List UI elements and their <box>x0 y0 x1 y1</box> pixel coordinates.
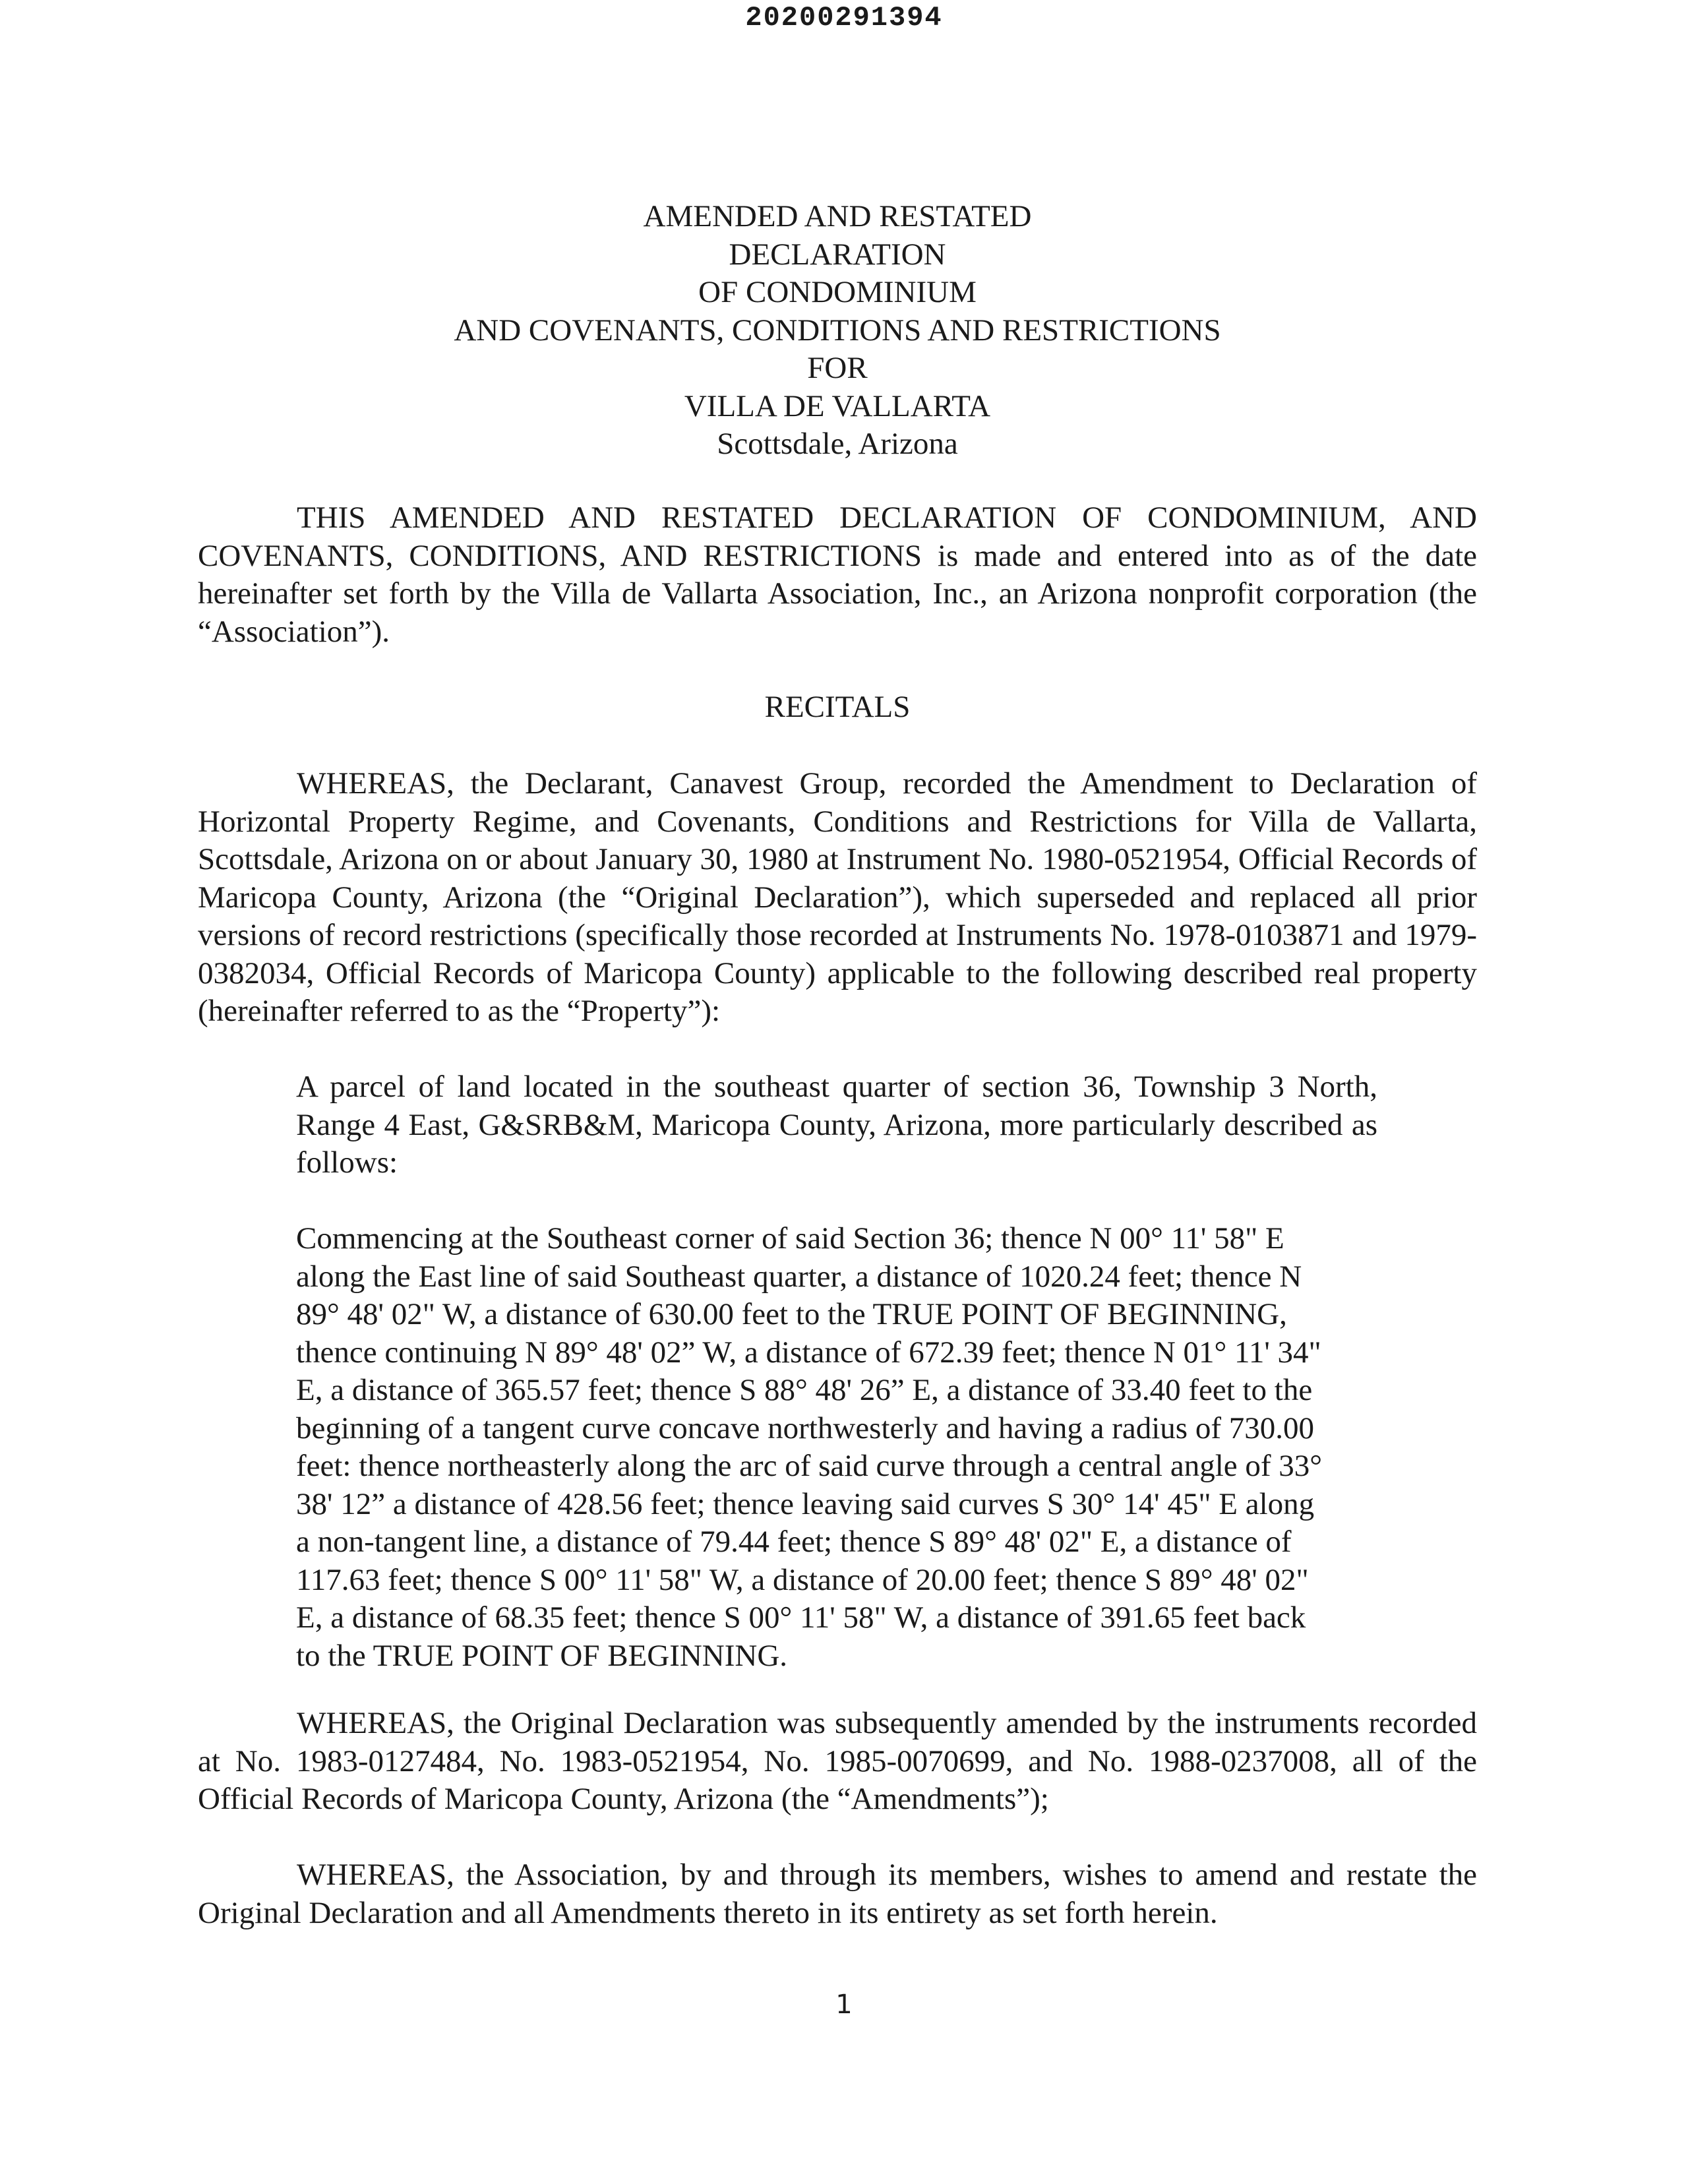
intro-paragraph: THIS AMENDED AND RESTATED DECLARATION OF CONDOMINIUM, AND COVENANTS, CONDITIONS, AND RESTRICTIONS is made and entered into as of the date hereinafter set forth by the Villa de Vallarta Association, Inc., an Arizona nonprofit corporation (the “Association”). <box>198 501 1477 649</box>
title-line: Scottsdale, Arizona <box>717 427 958 461</box>
legal-line: along the East line of said Southeast quarter, a distance of 1020.24 feet; thence N <box>296 1259 1302 1294</box>
legal-line: to the TRUE POINT OF BEGINNING. <box>296 1638 788 1673</box>
legal-line: 117.63 feet; thence S 00° 11' 58" W, a distance of 20.00 feet; thence S 89° 48' 02" <box>296 1562 1309 1597</box>
title-line: OF CONDOMINIUM <box>698 275 977 309</box>
legal-line: 89° 48' 02" W, a distance of 630.00 feet to the TRUE POINT OF BEGINNING, <box>296 1297 1287 1331</box>
metes-and-bounds <box>296 1220 1377 1675</box>
title-line: AMENDED AND RESTATED <box>643 199 1032 233</box>
legal-line: E, a distance of 365.57 feet; thence S 88° 48' 26” E, a distance of 33.40 feet to the <box>296 1373 1313 1407</box>
legal-line: E, a distance of 68.35 feet; thence S 00° 11' 58" W, a distance of 391.65 feet back <box>296 1600 1306 1635</box>
title-line: VILLA DE VALLARTA <box>684 388 991 423</box>
legal-line: 38' 12” a distance of 428.56 feet; thence leaving said curves S 30° 14' 45" E along <box>296 1486 1315 1521</box>
document-title <box>198 198 1477 464</box>
recording-number: 20200291394 <box>745 2 943 34</box>
page-number: 1 <box>835 1989 853 2020</box>
recitals-heading: RECITALS <box>764 690 911 724</box>
parcel-description: A parcel of land located in the southeast quarter of section 36, Township 3 North, Range 4 East, G&SRB&M, Maricopa County, Arizona, more particularly described as follows: <box>296 1070 1377 1180</box>
title-line: DECLARATION <box>729 237 946 272</box>
whereas-paragraph-3: WHEREAS, the Association, by and through its members, wishes to amend and restate the Original Declaration and all Amendments thereto in its entirety as set forth herein. <box>198 1858 1477 1930</box>
whereas-paragraph-1: WHEREAS, the Declarant, Canavest Group, recorded the Amendment to Declaration of Horizontal Property Regime, and Covenants, Conditions and Restrictions for Villa de Vallarta, Scottsdale, Arizona on or about January 30, 1980 at Instrument No. 1980-0521954, Official Records of Maricopa County, Arizona (the “Original Declaration”), which superseded and replaced all prior versions of record restrictions (specifically those recorded at Instruments No. 1978-0103871 and 1979-0382034, Official Records of Maricopa County) applicable to the following described real property (hereinafter referred to as the “Property”): <box>198 766 1477 1028</box>
title-line: AND COVENANTS, CONDITIONS AND RESTRICTIONS <box>454 313 1221 348</box>
legal-line: thence continuing N 89° 48' 02” W, a distance of 672.39 feet; thence N 01° 11' 34" <box>296 1335 1321 1370</box>
legal-line: feet: thence northeasterly along the arc of said curve through a central angle of 33° <box>296 1449 1323 1483</box>
legal-line: Commencing at the Southeast corner of said Section 36; thence N 00° 11' 58" E <box>296 1221 1284 1256</box>
title-line: FOR <box>807 351 868 385</box>
legal-line: beginning of a tangent curve concave northwesterly and having a radius of 730.00 <box>296 1410 1314 1445</box>
legal-line: a non-tangent line, a distance of 79.44 feet; thence S 89° 48' 02" E, a distance of <box>296 1525 1292 1559</box>
whereas-paragraph-2: WHEREAS, the Original Declaration was subsequently amended by the instruments recorded at No. 1983-0127484, No. 1983-0521954, No. 1985-0070699, and No. 1988-0237008, all of the Official Records of Maricopa County, Arizona (the “Amendments”); <box>198 1706 1477 1816</box>
